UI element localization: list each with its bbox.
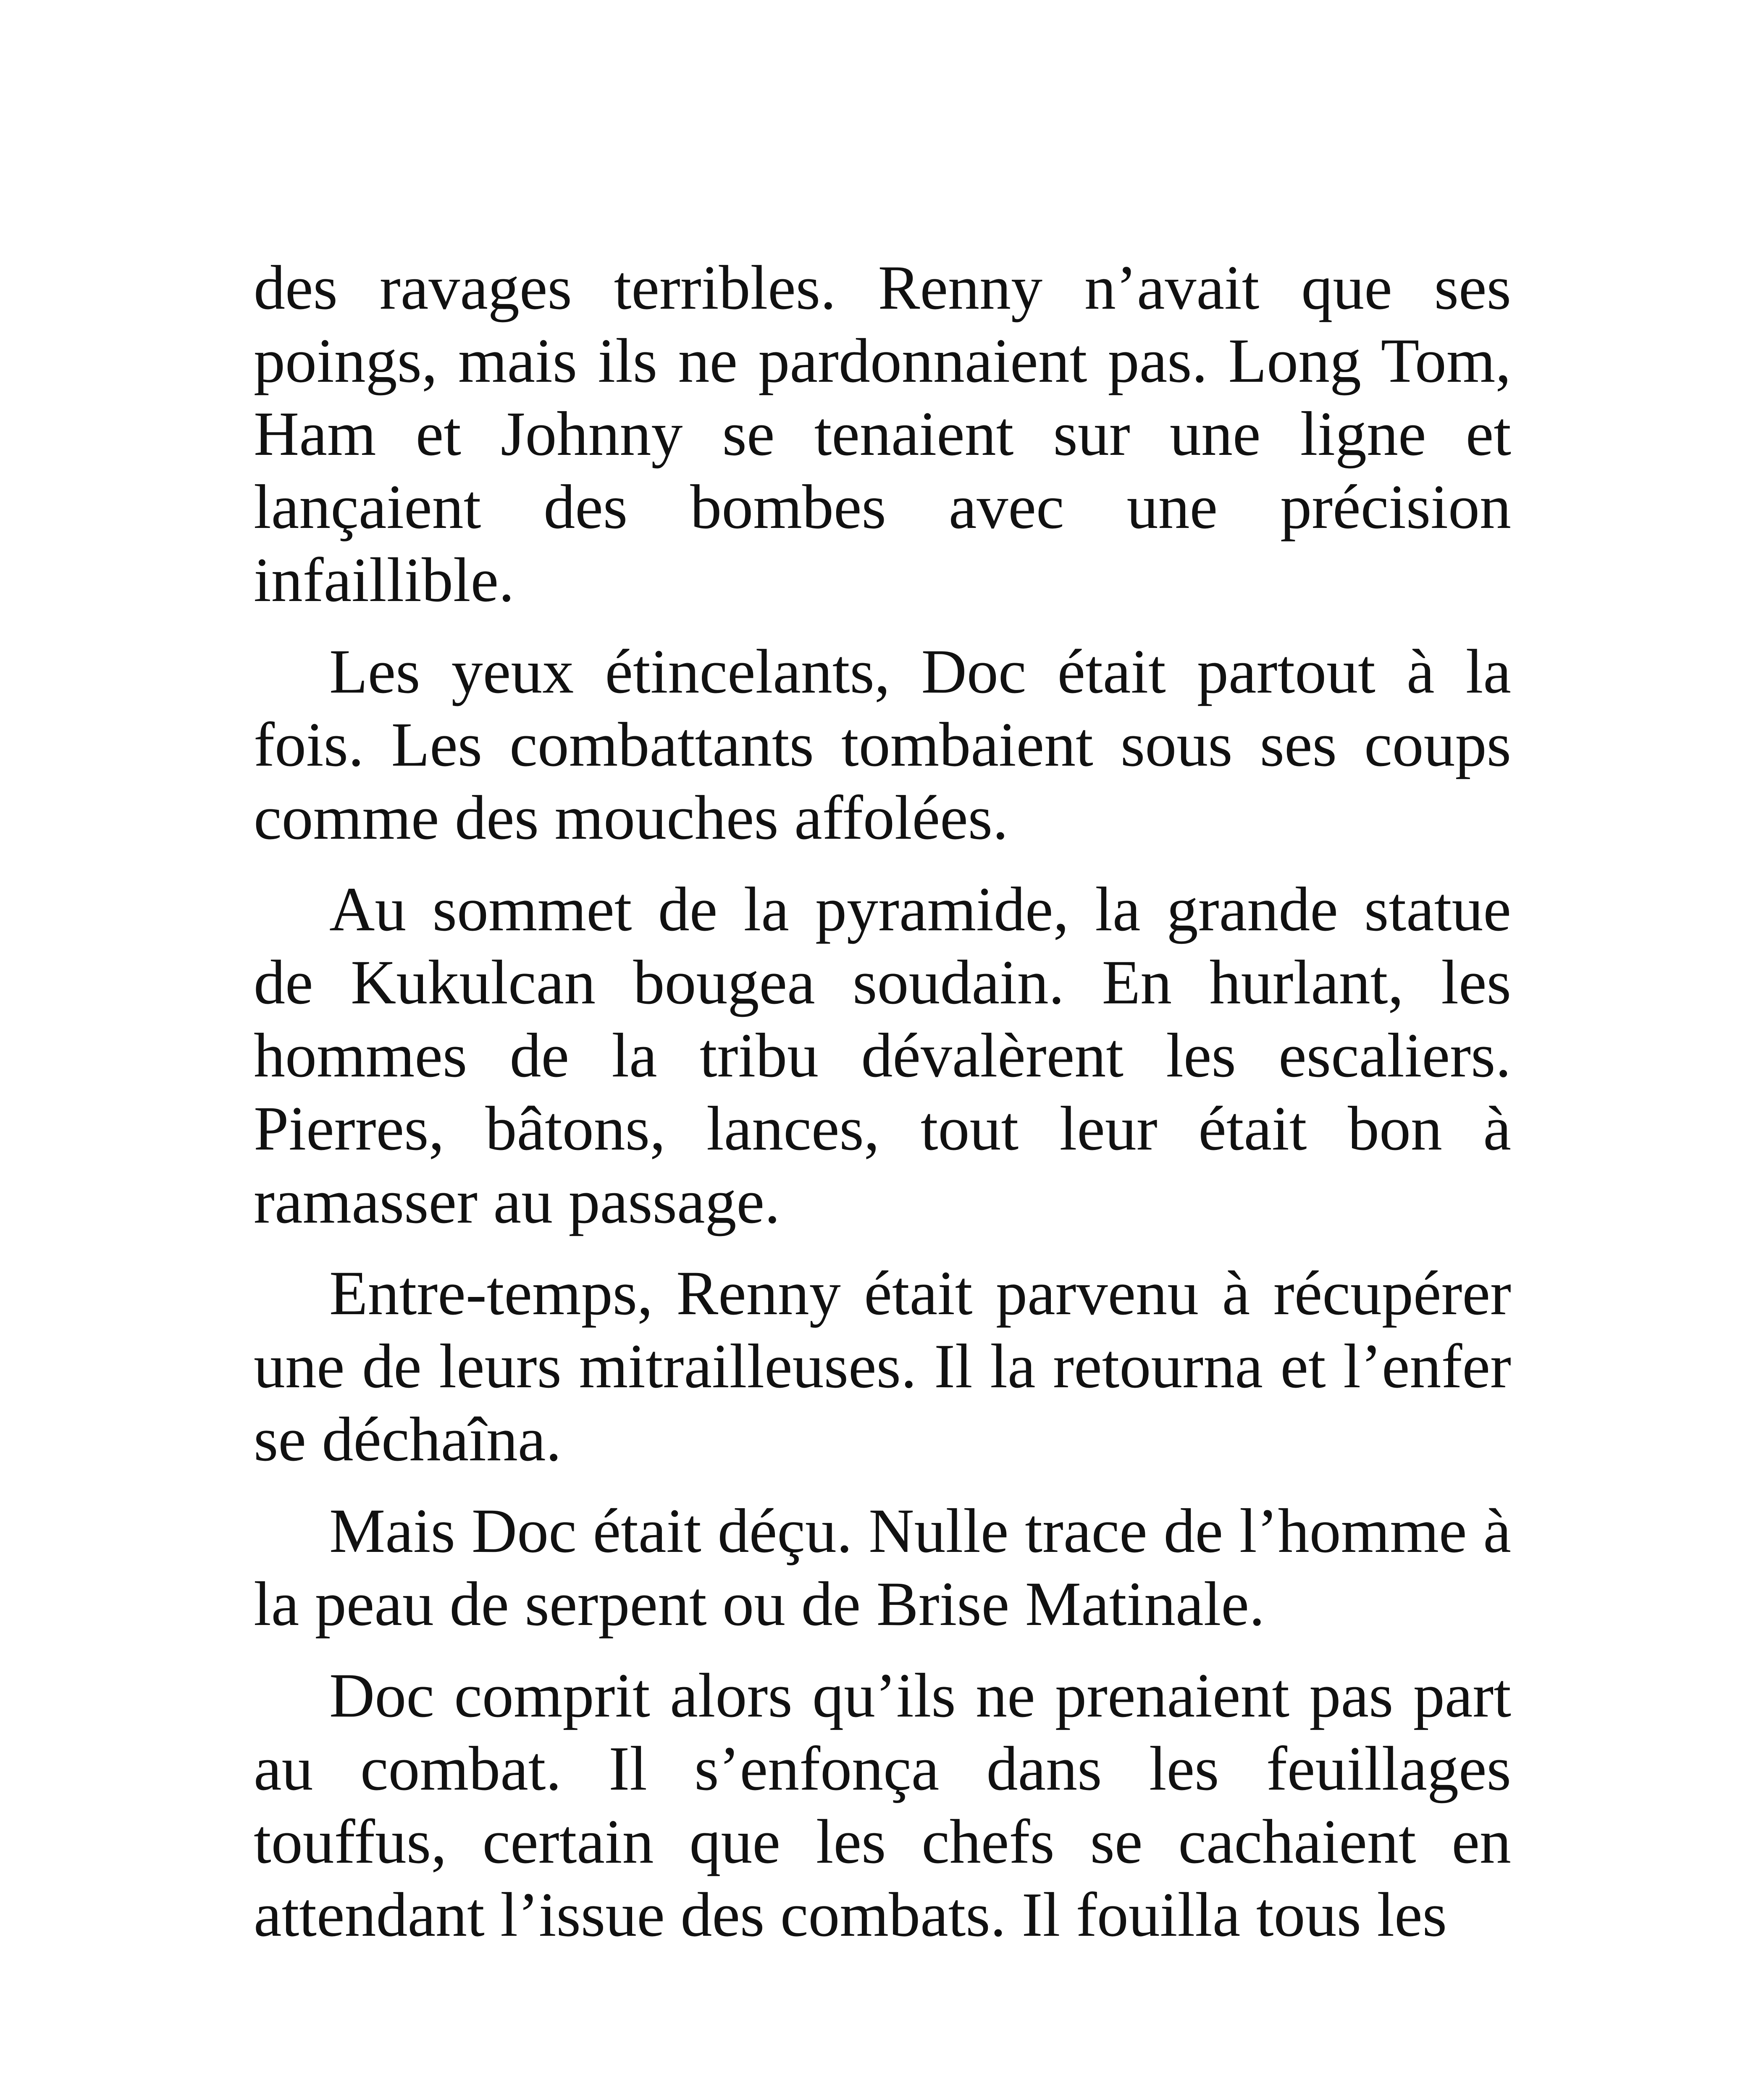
paragraph-5: Mais Doc était déçu. Nulle trace de l’homme à la peau de serpent ou de Brise Matinale. (254, 1496, 1511, 1639)
paragraph-6: Doc comprit alors qu’ils ne prenaient pas part au combat. Il s’enfonça dans les feuillages touffus, certain que les chefs se cachaient en attendant l’issue des combats. Il fouilla tous les (254, 1661, 1511, 1950)
paragraph-3: Au sommet de la pyramide, la grande statue de Kukulcan bougea soudain. En hurlant, les hommes de la tribu dévalèrent les escaliers. Pierres, bâtons, lances, tout leur était bon à ramasser au passage. (254, 874, 1511, 1236)
paragraph-2: Les yeux étincelants, Doc était partout à la fois. Les combattants tombaient sous ses coups comme des mouches affolées. (254, 637, 1511, 853)
paragraph-4: Entre-temps, Renny était parvenu à récupérer une de leurs mitrailleuses. Il la retourna et l’enfer se déchaîna. (254, 1258, 1511, 1474)
paragraph-1: des ravages terribles. Renny n’avait que ses poings, mais ils ne pardonnaient pas. Long Tom, Ham et Johnny se tenaient sur une ligne et lançaient des bombes avec une précision infaillible. (254, 253, 1511, 615)
page-body-text (254, 251, 1511, 1970)
